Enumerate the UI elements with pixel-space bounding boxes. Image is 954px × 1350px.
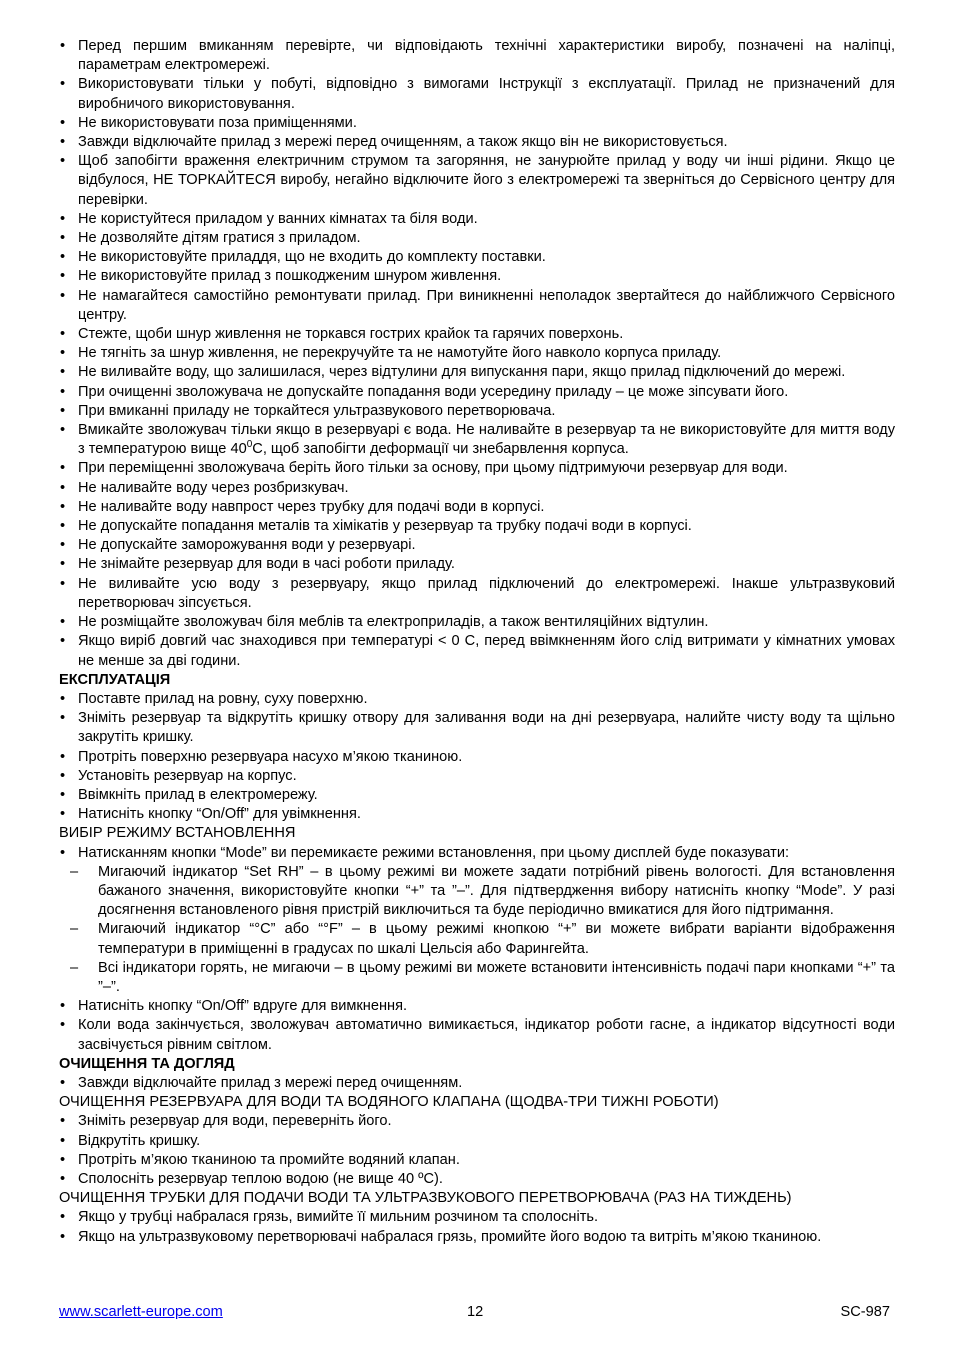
bullet-icon: • (60, 1132, 66, 1149)
bullet-icon: • (60, 1017, 66, 1034)
list-item-text: Зніміть резервуар для води, переверніть його. (78, 1113, 392, 1130)
list-item-text: Якщо у трубці набралася грязь, вимийте її мильним розчином та сполосніть. (78, 1209, 599, 1226)
list-item-text: Не користуйтеся приладом у ванних кімнатах та біля води. (78, 210, 478, 227)
list-item-text: Стежте, щоби шнур живлення не торкався гострих крайок та гарячих поверхонь. (78, 326, 624, 343)
list-item-text: Не виливайте усю воду з резервуару, якщо прилад підключений до електромережі. Інакше ультразвуковий перетворювач зіпсується. (78, 575, 895, 611)
list-item-text: Щоб запобігти враження електричним струмом та загоряння, не занурюйте прилад у воду чи інші рідини. Якщо це відбулося, НЕ ТОРКАЙТЕСЯ виробу, негайно відключите його з електромережі та зверніться до Сервісного центру для перевірки. (78, 153, 895, 208)
tube-cleaning-heading: ОЧИЩЕННЯ ТРУБКИ ДЛЯ ПОДАЧИ ВОДИ ТА УЛЬТРАЗВУКОВОГО ПЕРЕТВОРЮВАЧА (РАЗ НА ТИЖДЕНЬ) (59, 1190, 792, 1207)
bullet-icon: • (60, 556, 66, 573)
bullet-icon: • (60, 402, 66, 419)
list-item (59, 863, 895, 921)
list-item (59, 997, 895, 1016)
list-item (59, 248, 895, 267)
list-item (59, 479, 895, 498)
model-number: SC-987 (840, 1304, 890, 1320)
list-item (59, 210, 895, 229)
bullet-icon: • (60, 1151, 66, 1168)
bullet-icon: • (60, 1074, 66, 1091)
bullet-icon: • (60, 767, 66, 784)
list-item-text: При очищенні зволожувача не допускайте попадання води усередину приладу – це може зіпсувати його. (78, 383, 789, 400)
list-item-text: Ввімкніть прилад в електромережу. (78, 786, 318, 803)
list-item-text: Натисніть кнопку “On/Off” для увімкнення. (78, 806, 361, 823)
list-item-text: При вмиканні приладу не торкайтеся ультразвукового перетворювача. (78, 402, 556, 419)
list-item (59, 767, 895, 786)
website-link[interactable]: www.scarlett-europe.com (59, 1304, 223, 1320)
bullet-icon: • (60, 614, 66, 631)
cleaning-list (59, 1074, 895, 1093)
list-item (59, 690, 895, 709)
bullet-icon: • (60, 249, 66, 266)
bullet-icon: • (60, 518, 66, 535)
operation-list (59, 690, 895, 824)
list-item-text: Перед першим вмиканням перевірте, чи відповідають технічні характеристики виробу, позначені на наліпці, параметрам електромережі. (78, 38, 895, 74)
bullet-icon: • (60, 1228, 66, 1245)
list-item (59, 1016, 895, 1054)
bullet-icon: • (60, 345, 66, 362)
safety-list (59, 37, 895, 421)
bullet-icon: • (60, 134, 66, 151)
list-item-text: Відкрутіть кришку. (78, 1132, 201, 1149)
bullet-icon: • (60, 844, 66, 861)
list-item (59, 1151, 895, 1170)
temperature-text-after: С, щоб запобігти деформації чи знебарвлення корпуса. (252, 441, 629, 458)
list-item (59, 517, 895, 536)
list-item (59, 786, 895, 805)
tank-cleaning-list (59, 1112, 895, 1189)
list-item-text: Не наливайте воду через розбризкувач. (78, 479, 349, 496)
bullet-icon: • (60, 210, 66, 227)
list-item-text: Не використовувати поза приміщеннями. (78, 114, 357, 131)
list-item (59, 613, 895, 632)
list-item (59, 1170, 895, 1189)
list-item (59, 287, 895, 325)
list-item-text: Якщо виріб довгий час знаходився при температурі < 0 С, перед ввімкненням його слід витримати у кімнатних умовах не менше за дві години. (78, 633, 895, 669)
list-item (59, 748, 895, 767)
bullet-icon: • (60, 364, 66, 381)
list-item-text: Не допускайте заморожування води у резервуарі. (78, 537, 416, 554)
bullet-icon: • (60, 460, 66, 477)
list-item-text: Не намагайтеся самостійно ремонтувати прилад. При виникненні неполадок звертайтеся до найближчого Сервісного центру. (78, 287, 895, 323)
mode-list (59, 997, 895, 1055)
list-item (59, 383, 895, 402)
bullet-icon: • (60, 806, 66, 823)
mode-intro-text: Натисканням кнопки “Mode” ви перемикаєте режими встановлення, при цьому дисплей буде показувати: (78, 844, 790, 861)
bullet-icon: • (60, 498, 66, 515)
bullet-icon: • (60, 114, 66, 131)
list-item (59, 575, 895, 613)
operation-heading: ЕКСПЛУАТАЦІЯ (59, 671, 171, 688)
mode-heading: ВИБІР РЕЖИМУ ВСТАНОВЛЕННЯ (59, 825, 296, 842)
list-item-text: Не тягніть за шнур живлення, не перекручуйте та не намотуйте його навколо корпуса приладу. (78, 345, 722, 362)
bullet-icon: • (60, 575, 66, 592)
list-item (59, 555, 895, 574)
list-item (59, 959, 895, 997)
list-item-text: Не виливайте воду, що залишилася, через відтулини для випускання пари, якщо прилад підключений до мережі. (78, 364, 846, 381)
list-item-text: Всі індикатори горять, не мигаючи – в цьому режимі ви можете встановити інтенсивність подачі пари кнопками “+” та ”–”. (98, 959, 895, 995)
bullet-icon: • (60, 76, 66, 93)
list-item (59, 75, 895, 113)
list-item-text: Поставте прилад на ровну, суху поверхню. (78, 690, 368, 707)
list-item-text: Коли вода закінчується, зволожувач автоматично вимикається, індикатор роботи гасне, а індикатор відсутності води засвічується рівним світлом. (78, 1017, 895, 1053)
bullet-icon: • (60, 1209, 66, 1226)
dash-icon: – (70, 863, 79, 880)
bullet-icon: • (60, 748, 66, 765)
list-item (59, 229, 895, 248)
list-item (59, 402, 895, 421)
bullet-icon: • (60, 326, 66, 343)
dash-icon: – (70, 959, 79, 976)
list-item-text: Не наливайте воду навпрост через трубку для подачі води в корпусі. (78, 498, 545, 515)
dash-icon: – (70, 921, 79, 938)
bullet-icon: • (60, 1113, 66, 1130)
bullet-icon: • (60, 479, 66, 496)
bullet-icon: • (60, 268, 66, 285)
document-body (59, 37, 895, 1247)
list-item (59, 498, 895, 517)
list-item (59, 805, 895, 824)
list-item-text: Протріть поверхню резервуара насухо м’якою тканиною. (78, 748, 463, 765)
bullet-icon: • (60, 710, 66, 727)
list-item-text: Не використовуйте приладдя, що не входить до комплекту поставки. (78, 249, 546, 266)
list-item-text: Мигаючий індикатор “°C” або “°F” – в цьому режимі кнопкою “+” ви можете вибрати варіанти відображення температури в приміщенні в градусах по шкалі Цельсія або Фарингейта. (98, 921, 895, 957)
list-item (59, 421, 895, 459)
list-item (59, 709, 895, 747)
list-item-text: Якщо на ультразвуковому перетворювачі набралася грязь, промийте його водою та витріть м’якою тканиною. (78, 1228, 822, 1245)
list-item (59, 1208, 895, 1227)
bullet-icon: • (60, 998, 66, 1015)
list-item (59, 344, 895, 363)
list-item (59, 133, 895, 152)
list-item (59, 1112, 895, 1131)
list-item-text: Не дозволяйте дітям гратися з приладом. (78, 230, 361, 247)
temperature-item-list (59, 421, 895, 459)
list-item (59, 1132, 895, 1151)
list-item (59, 114, 895, 133)
tank-cleaning-heading: ОЧИЩЕННЯ РЕЗЕРВУАРА ДЛЯ ВОДИ ТА ВОДЯНОГО КЛАПАНА (ЩОДВА-ТРИ ТИЖНІ РОБОТИ) (59, 1094, 719, 1111)
list-item-text: Натисніть кнопку “On/Off” вдруге для вимкнення. (78, 998, 408, 1015)
bullet-icon: • (60, 383, 66, 400)
list-item (59, 844, 895, 863)
bullet-icon: • (60, 537, 66, 554)
list-item-text: Протріть м’якою тканиною та промийте водяний клапан. (78, 1151, 460, 1168)
list-item-text: Не розміщайте зволожувач біля меблів та електроприладів, а також вентиляційних відтулин. (78, 614, 709, 631)
list-item (59, 325, 895, 344)
bullet-icon: • (60, 690, 66, 707)
list-item (59, 1074, 895, 1093)
list-item-text: Завжди відключайте прилад з мережі перед очищенням, а також якщо він не використовується. (78, 134, 728, 151)
degree-superscript: 0 (246, 439, 253, 451)
bullet-icon: • (60, 38, 66, 54)
list-item-text: Установіть резервуар на корпус. (78, 767, 297, 784)
list-item (59, 363, 895, 382)
list-item-text: Використовувати тільки у побуті, відповідно з вимогами Інструкції з експлуатації. Прилад не призначений для виробничого використовування. (78, 76, 895, 112)
bullet-icon: • (60, 230, 66, 247)
page-footer (59, 1304, 895, 1324)
bullet-icon: • (60, 287, 66, 304)
temperature-text-before: Вмикайте зволожувач тільки якщо в резервуарі є вода. Не наливайте в резервуар та не використовуйте для миття воду з температурою вище 40 (78, 422, 895, 458)
bullet-icon: • (60, 786, 66, 803)
list-item-text: Не знімайте резервуар для води в часі роботи приладу. (78, 556, 455, 573)
list-item-text: Сполосніть резервуар теплою водою (не вище 40 ºС). (78, 1170, 443, 1187)
bullet-icon: • (60, 633, 66, 650)
list-item (59, 1228, 895, 1247)
cleaning-heading: ОЧИЩЕННЯ ТА ДОГЛЯД (59, 1055, 235, 1072)
list-item (59, 152, 895, 210)
list-item-text: Зніміть резервуар та відкрутіть кришку отвору для заливання води на дні резервуара, налийте чисту воду та щільно закрутіть кришку. (78, 710, 895, 746)
page-number: 12 (467, 1304, 484, 1320)
mode-sub-list (59, 863, 895, 997)
safety-list-continued (59, 459, 895, 670)
list-item-text: Завжди відключайте прилад з мережі перед очищенням. (78, 1074, 463, 1091)
list-item (59, 267, 895, 286)
bullet-icon: • (60, 422, 66, 439)
list-item-text: Не допускайте попадання металів та хімікатів у резервуар та трубку подачі води в корпусі. (78, 518, 692, 535)
tube-cleaning-list (59, 1208, 895, 1246)
list-item-text: Не використовуйте прилад з пошкодженим шнуром живлення. (78, 268, 502, 285)
list-item-text: При переміщенні зволожувача беріть його тільки за основу, при цьому підтримуючи резервуар для води. (78, 460, 788, 477)
bullet-icon: • (60, 1170, 66, 1187)
list-item (59, 459, 895, 478)
list-item (59, 536, 895, 555)
list-item (59, 632, 895, 670)
list-item (59, 920, 895, 958)
list-item (59, 37, 895, 75)
bullet-icon: • (60, 153, 66, 170)
mode-intro-list (59, 844, 895, 863)
list-item-text: Мигаючий індикатор “Set RH” – в цьому режимі ви можете задати потрібний рівень вологості. Для встановлення бажаного значення, використовуйте кнопки “+” та ”–”. Для підтвердження вибору натисніть кнопку “Mode”. У разі досягнення встановленого рівня пристрій виключиться та буде періодично вмикатися для його підтримання. (98, 863, 895, 919)
